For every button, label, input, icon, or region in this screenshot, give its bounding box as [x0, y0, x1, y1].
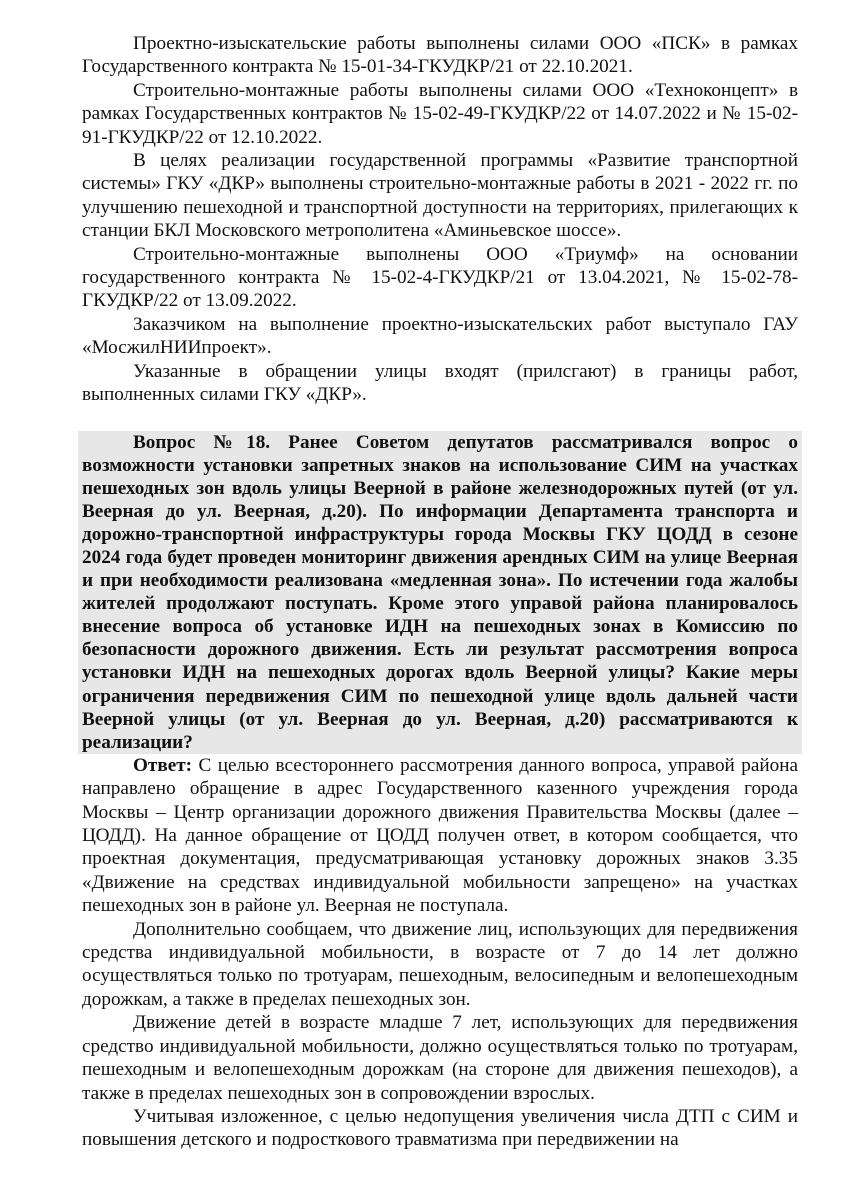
question-18: Вопрос №18. Ранее Советом депутатов рассматривался вопрос о возможности установки запретных знаков на использование СИМ на участках пешеходных зон вдоль улицы Веерной в районе железнодорожных путей (от ул. Веерная до ул. Веерная, д.20). По информации Департамента транспорта и дорожно-транспортной инфраструктуры города Москвы ГКУ ЦОДД в сезоне 2024 года будет проведен мониторинг движения арендных СИМ на улице Веерная и при необходимости реализована «медленная зона». По истечении года жалобы жителей продолжают поступать. Кроме этого управой района планировалось внесение вопроса об установке ИДН на пешеходных зонах в Комиссию по безопасности дорожного движения. Есть ли результат рассмотрения вопроса установки ИДН на пешеходных дорогах вдоль Веерной улицы? Какие меры ограничения передвижения СИМ по пешеходной улице вдоль дальней части Веерной улицы (от ул. Веерная до ул. Веерная, д.20) рассматриваются к реализации?: [78, 431, 802, 754]
paragraph-streets-boundary: Указанные в обращении улицы входят (прилсгают) в границы работ, выполненных силами ГКУ «ДКР».: [82, 360, 798, 406]
paragraph-state-program: В целях реализации государственной программы «Развитие транспортной системы» ГКУ «ДКР» выполнены строительно-монтажные работы в 2021 - 2022 гг. по улучшению пешеходной и транспортной доступности на территориях, прилегающих к станции БКЛ Московского метрополитена «Аминьевское шоссе».: [82, 150, 798, 242]
answer-text: С целью всестороннего рассмотрения данного вопроса, управой района направлено обращение в адрес Государственного казенного учреждения города Москвы – Центр организации дорожного движения Правительства Москвы (далее – ЦОДД). На данное обращение от ЦОДД получен ответ, в котором сообщается, что проектная документация, предусматривающая установку дорожных знаков 3.35 «Движение на средствах индивидуальной мобильности запрещено» на участках пешеходных зон в районе ул. Веерная не поступала.: [82, 754, 798, 917]
paragraph-construction-works: Строительно-монтажные работы выполнены силами ООО «Техноконцепт» в рамках Государственных контрактов № 15-02-49-ГКУДКР/22 от 14.07.2022 и № 15-02-91-ГКУДКР/22 от 12.10.2022.: [82, 79, 798, 148]
paragraph-triumf-contract: Строительно-монтажные выполнены ООО «Триумф» на основании государственного контракта № 15-02-4-ГКУДКР/21 от 13.04.2021, № 15-02-78-ГКУДКР/22 от 13.09.2022.: [82, 243, 798, 312]
document-page: [82, 32, 798, 1152]
paragraph-conclusion: Учитывая изложенное, с целью недопущения увеличения числа ДТП с СИМ и повышения детского и подросткового травматизма при передвижении на: [82, 1105, 798, 1151]
paragraph-design-works: Проектно-изыскательские работы выполнены силами ООО «ПСК» в рамках Государственного контракта № 15-01-34-ГКУДКР/21 от 22.10.2021.: [82, 33, 798, 78]
paragraph-under-7: Движение детей в возрасте младше 7 лет, использующих для передвижения средство индивидуальной мобильности, должно осуществляться только по тротуарам, пешеходным и велопешеходным дорожкам (на стороне для движения пешеходов), а также в пределах пешеходных зон в сопровождении взрослых.: [82, 1012, 798, 1104]
paragraph-age-7-14: Дополнительно сообщаем, что движение лиц, использующих для передвижения средства индивидуальной мобильности, в возрасте от 7 до 14 лет должно осуществляться только по тротуарам, пешеходным, велосипедным и велопешеходным дорожкам, а также в пределах пешеходных зон.: [82, 918, 798, 1010]
answer-label: Ответ:: [133, 754, 193, 776]
paragraph-customer: Заказчиком на выполнение проектно-изыскательских работ выступало ГАУ «МосжилНИИпроект».: [82, 313, 798, 359]
answer-paragraph: [82, 754, 798, 918]
